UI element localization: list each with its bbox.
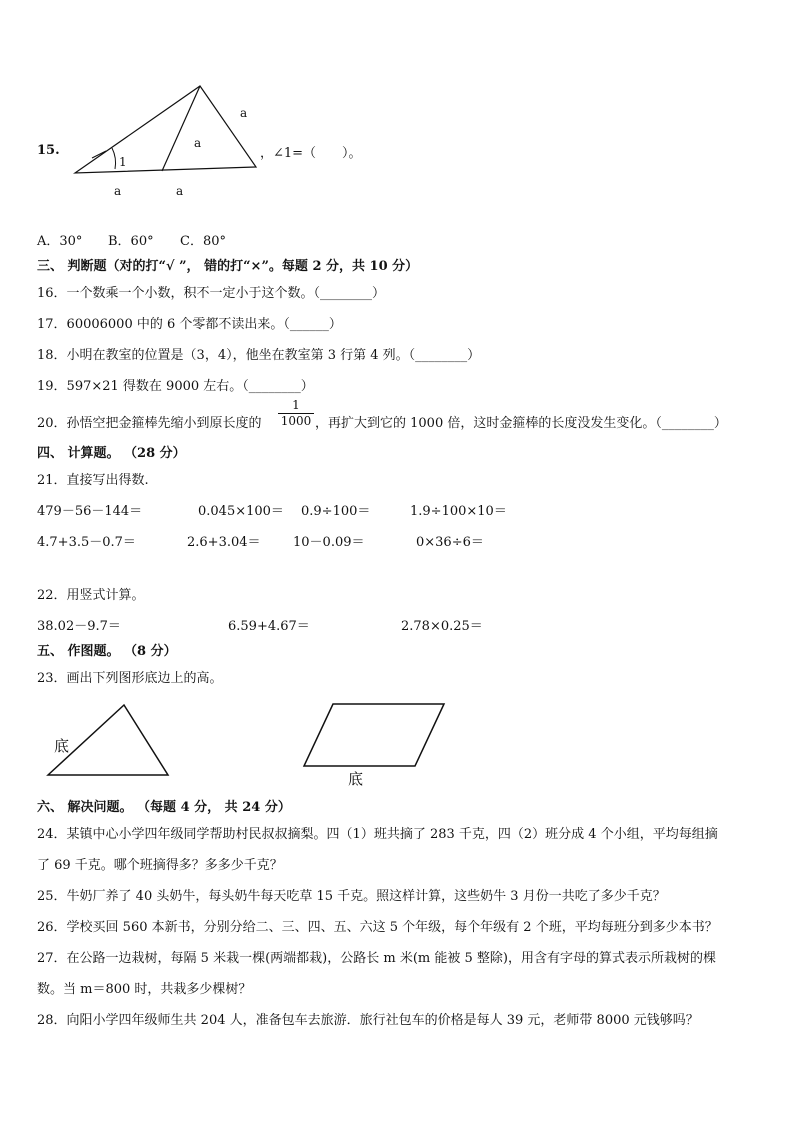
question-23-title: 23．画出下列图形底边上的高。 <box>37 671 223 686</box>
calc-row1-item2: 0.045×100＝ <box>198 504 284 519</box>
triangle-base-label: 底 <box>54 737 70 755</box>
question-15-number: 15. <box>37 143 60 158</box>
calc-row2-item2: 2.6+3.04＝ <box>187 535 261 550</box>
calc-row2-item4: 0×36÷6＝ <box>416 535 484 550</box>
question-24-line2: 了 69 千克。哪个班摘得多？多多少千克？ <box>37 858 283 873</box>
question-19: 19．597×21 得数在 9000 左右。（________） <box>37 379 314 394</box>
fraction-numerator: 1 <box>278 398 314 414</box>
calc-row1-item3: 0.9÷100＝ <box>301 504 371 519</box>
question-20-text-before: 20．孙悟空把金箍棒先缩小到原长度的 <box>37 416 262 431</box>
option-a: A．30° <box>37 234 83 249</box>
question-26: 26．学校买回 560 本新书，分别分给二、三、四、五、六这 5 个年级，每个年级有 2 个班，平均每班分到多少本书？ <box>37 920 718 935</box>
question-16: 16．一个数乘一个小数，积不一定小于这个数。（________） <box>37 286 386 301</box>
question-25: 25．牛奶厂养了 40 头奶牛，每头奶牛每天吃草 15 千克。照这样计算，这些奶牛 3 月份一共吃了多少千克？ <box>37 889 666 904</box>
section-3-heading: 三、 判断题（对的打“√ ”， 错的打“×”。每题 2 分，共 10 分） <box>37 259 419 274</box>
section-6-heading: 六、 解决问题。 （每题 4 分， 共 24 分） <box>37 800 291 815</box>
option-c: C．80° <box>180 234 226 249</box>
question-20-text-after: ，再扩大到它的 1000 倍，这时金箍棒的长度没发生变化。（________） <box>315 416 727 431</box>
question-27-line1: 27．在公路一边栽树，每隔 5 米栽一棵(两端都栽)，公路长 m 米(m 能被 5 整除)，用含有字母的算式表示所栽树的棵 <box>37 951 716 966</box>
angle-1-label: 1 <box>119 155 127 169</box>
question-28: 28．向阳小学四年级师生共 204 人，准备包车去旅游．旅行社包车的价格是每人 39 元，老师带 8000 元钱够吗？ <box>37 1013 699 1028</box>
triangle-side-label: a <box>240 106 248 120</box>
calc-row2-item1: 4.7+3.5－0.7＝ <box>37 535 136 550</box>
parallelogram-base-label: 底 <box>348 770 364 788</box>
base-left-label: a <box>114 184 122 198</box>
calc-row1-item4: 1.9÷100×10＝ <box>410 504 507 519</box>
triangle-inner-label: a <box>194 136 202 150</box>
parallelogram-shape <box>304 704 444 766</box>
option-b: B．60° <box>108 234 154 249</box>
base-right-label: a <box>176 184 184 198</box>
vertical-calc-item3: 2.78×0.25＝ <box>401 619 483 634</box>
calc-row2-item3: 10－0.09＝ <box>293 535 365 550</box>
question-24-line1: 24．某镇中心小学四年级同学帮助村民叔叔摘梨。四（1）班共摘了 283 千克，四（2）班分成 4 个小组，平均每组摘 <box>37 827 718 842</box>
vertical-calc-item2: 6.59+4.67＝ <box>228 619 310 634</box>
question-21-title: 21．直接写出得数. <box>37 473 149 488</box>
vertical-calc-item1: 38.02－9.7＝ <box>37 619 121 634</box>
fraction-denominator: 1000 <box>280 414 312 428</box>
question-15-text: ，∠1=（ ）。 <box>260 146 362 161</box>
section-4-heading: 四、 计算题。 （28 分） <box>37 446 186 461</box>
question-17: 17．60006000 中的 6 个零都不读出来。（______） <box>37 317 342 332</box>
section-5-heading: 五、 作图题。 （8 分） <box>37 644 177 659</box>
question-22-title: 22．用竖式计算。 <box>37 588 145 603</box>
question-18: 18．小明在教室的位置是（3，4），他坐在教室第 3 行第 4 列。（________） <box>37 348 481 363</box>
question-27-line2: 数。当 m＝800 时，共栽多少棵树？ <box>37 982 252 997</box>
calc-row1-item1: 479－56－144＝ <box>37 504 143 519</box>
